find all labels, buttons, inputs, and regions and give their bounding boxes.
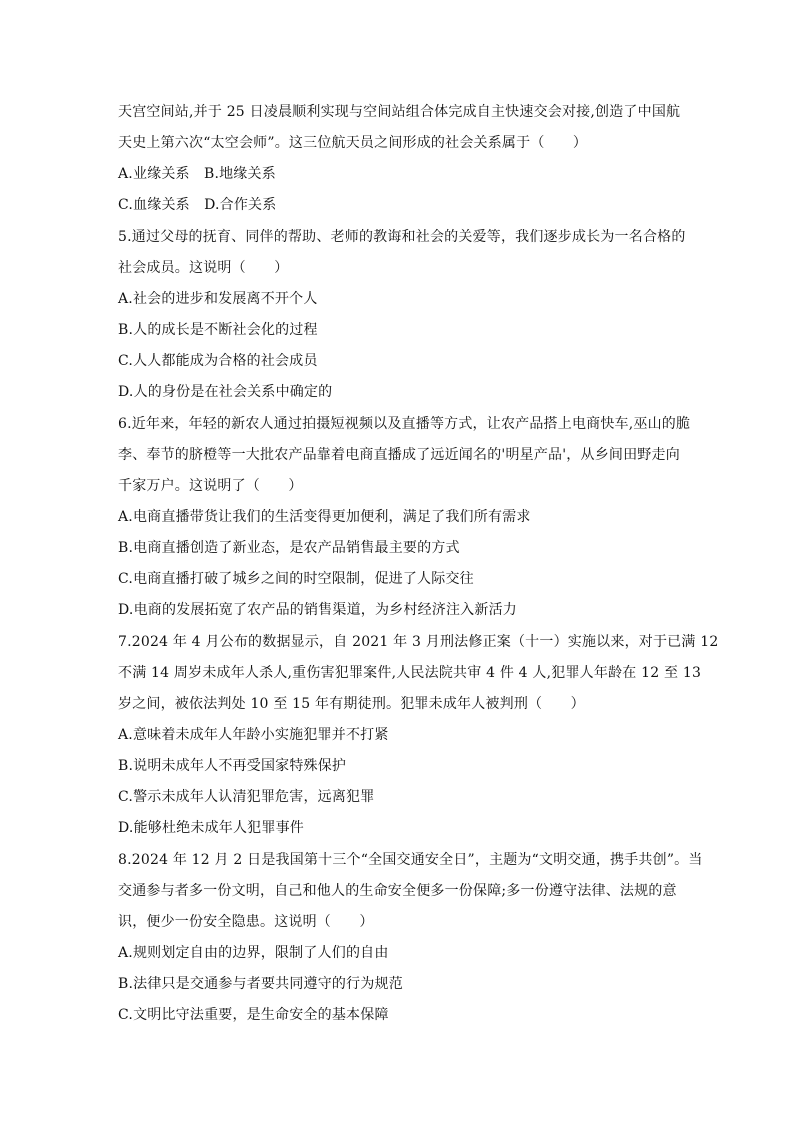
- question-7-option-a: A.意味着未成年人年龄小实施犯罪并不打紧: [118, 727, 389, 743]
- question-5-option-a: A.社会的进步和发展离不开个人: [118, 291, 318, 307]
- question-5-option-d: D.人的身份是在社会关系中确定的: [118, 384, 333, 400]
- question-6-stem-end: 千家万户。这说明了（ ）: [118, 478, 303, 494]
- question-7-stem-end: 岁之间，被依法判处 10 至 15 年有期徒刑。犯罪未成年人被判刑（ ）: [118, 696, 585, 712]
- question-4-stem: 天史上第六次“太空会师”。这三位航天员之间形成的社会关系属于（ ）: [118, 135, 588, 151]
- question-8-stem: 8.2024 年 12 月 2 日是我国第十三个“全国交通安全日”，主题为“文明交通，携手共创”。当: [118, 852, 703, 868]
- question-6-stem-cont: 李、奉节的脐橙等一大批农产品靠着电商直播成了远近闻名的'明星产品'，从乡间田野走向: [118, 447, 680, 463]
- question-8-option-b: B.法律只是交通参与者要共同遵守的行为规范: [118, 976, 403, 992]
- question-7-option-d: D.能够杜绝未成年人犯罪事件: [118, 820, 304, 836]
- question-4-options-ab: A.业缘关系 B.地缘关系: [118, 166, 276, 182]
- question-8-stem-end: 识，便少一份安全隐患。这说明（ ）: [118, 914, 374, 930]
- question-8-stem-cont: 交通参与者多一份文明，自己和他人的生命安全便多一份保障;多一份遵守法律、法规的意: [118, 883, 677, 899]
- question-5-option-c: C.人人都能成为合格的社会成员: [118, 353, 318, 369]
- question-6-option-c: C.电商直播打破了城乡之间的时空限制，促进了人际交往: [118, 571, 474, 587]
- question-5-option-b: B.人的成长是不断社会化的过程: [118, 322, 318, 338]
- question-8-option-c: C.文明比守法重要，是生命安全的基本保障: [118, 1007, 389, 1023]
- question-6-option-a: A.电商直播带货让我们的生活变得更加便利，满足了我们所有需求: [118, 509, 531, 525]
- question-4-options-cd: C.血缘关系 D.合作关系: [118, 197, 277, 213]
- question-7-option-c: C.警示未成年人认清犯罪危害，远离犯罪: [118, 789, 375, 805]
- question-7-stem: 7.2024 年 4 月公布的数据显示，自 2021 年 3 月刑法修正案（十一）实施以来，对于已满 12: [118, 634, 719, 650]
- question-6-option-d: D.电商的发展拓宽了农产品的销售渠道，为乡村经济注入新活力: [118, 602, 517, 618]
- question-6-stem: 6.近年来，年轻的新农人通过拍摄短视频以及直播等方式，让农产品搭上电商快车,巫山的脆: [118, 416, 691, 432]
- question-6-option-b: B.电商直播创造了新业态，是农产品销售最主要的方式: [118, 540, 460, 556]
- question-7-option-b: B.说明未成年人不再受国家特殊保护: [118, 758, 347, 774]
- question-7-stem-cont: 不满 14 周岁未成年人杀人,重伤害犯罪案件,人民法院共审 4 件 4 人,犯罪人年龄在 12 至 13: [118, 665, 702, 681]
- question-8-option-a: A.规则划定自由的边界，限制了人们的自由: [118, 945, 389, 961]
- text-line: 天宫空间站,并于 25 日凌晨顺利实现与空间站组合体完成自主快速交会对接,创造了中国航: [118, 104, 681, 120]
- question-5-stem-cont: 社会成员。这说明（ ）: [118, 260, 289, 276]
- question-5-stem: 5.通过父母的抚育、同伴的帮助、老师的教诲和社会的关爱等，我们逐步成长为一名合格的: [118, 229, 686, 245]
